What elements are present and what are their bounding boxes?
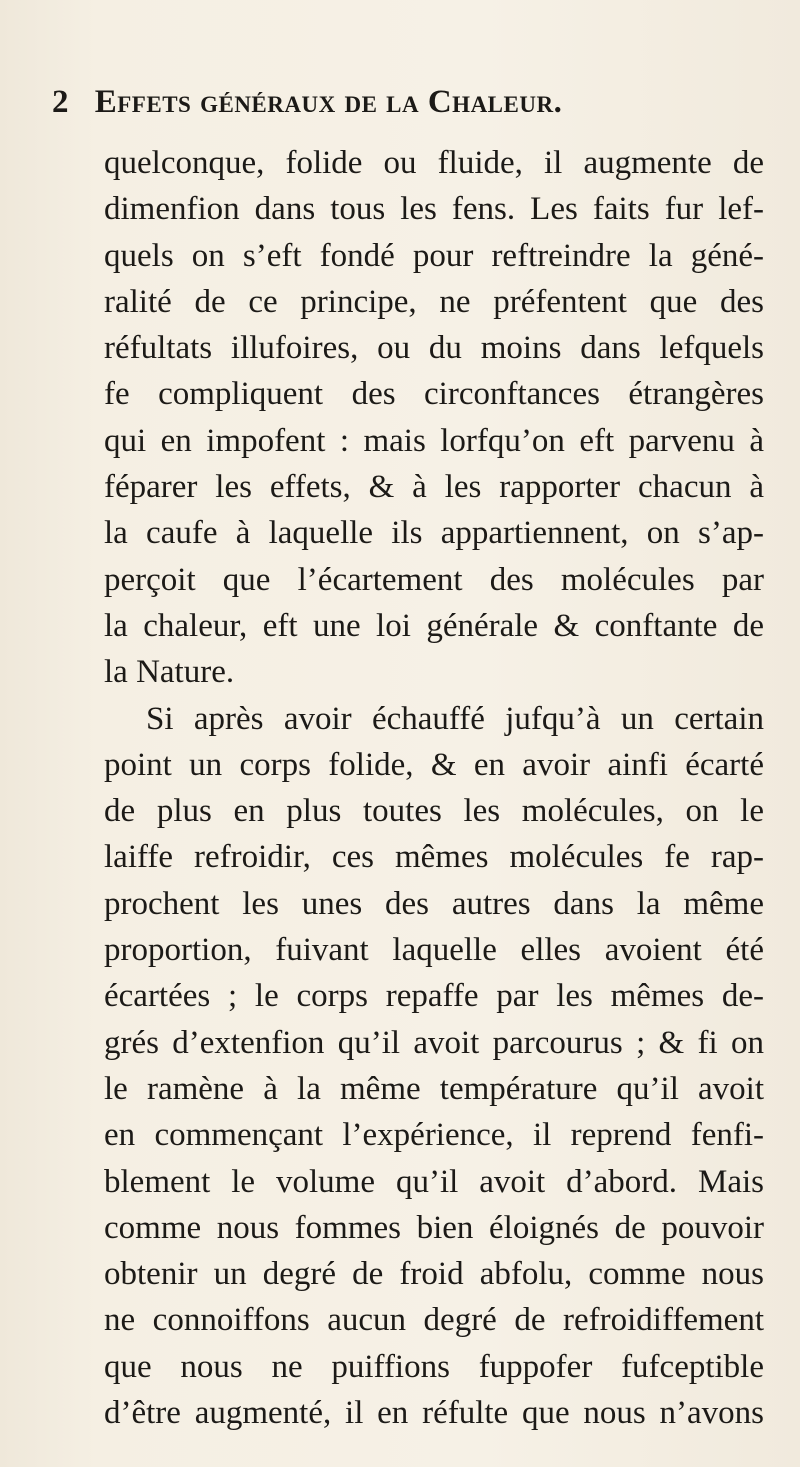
- text-line: en commençant l’expérience, il reprend fenfi-: [104, 1117, 764, 1154]
- running-head: [52, 84, 752, 124]
- text-line: blement le volume qu’il avoit d’abord. Mais: [104, 1163, 764, 1200]
- page-number: 2: [52, 84, 69, 120]
- running-title: Effets généraux de la Chaleur.: [94, 84, 563, 120]
- text-line: point un corps folide, & en avoir ainfi écarté: [104, 746, 764, 783]
- text-line: que nous ne puiffions fuppofer fufceptible: [104, 1348, 764, 1385]
- text-line: ralité de ce principe, ne préfentent que des: [104, 283, 764, 320]
- text-line: la Nature.: [104, 654, 235, 691]
- text-line: ne connoiffons aucun degré de refroidiffement: [104, 1302, 764, 1339]
- text-line: dimenfion dans tous les fens. Les faits fur lef-: [104, 191, 764, 228]
- text-line: prochent les unes des autres dans la même: [104, 885, 764, 922]
- text-line: fe compliquent des circonftances étrangères: [104, 376, 764, 413]
- text-line: le ramène à la même température qu’il avoit: [104, 1070, 764, 1107]
- text-line: la chaleur, eft une loi générale & conftante de: [104, 607, 764, 644]
- text-line: comme nous fommes bien éloignés de pouvoir: [104, 1209, 764, 1246]
- text-line: laiffe refroidir, ces mêmes molécules fe rap-: [104, 839, 764, 876]
- text-line: quels on s’eft fondé pour reftreindre la géné-: [104, 237, 764, 274]
- text-line: de plus en plus toutes les molécules, on le: [104, 793, 764, 830]
- text-line: proportion, fuivant laquelle elles avoient été: [104, 932, 764, 969]
- paragraph-start-line: Si après avoir échauffé jufqu’à un certain: [146, 700, 764, 737]
- body-text: [104, 140, 764, 1436]
- text-line: d’être augmenté, il en réfulte que nous n’avons: [104, 1395, 764, 1432]
- text-line: grés d’extenfion qu’il avoit parcourus ; & fi on: [104, 1024, 764, 1061]
- text-line: quelconque, folide ou fluide, il augmente de: [104, 145, 764, 181]
- text-line: qui en impofent : mais lorfqu’on eft parvenu à: [104, 422, 764, 459]
- text-line: la caufe à laquelle ils appartiennent, on s’ap-: [104, 515, 764, 552]
- text-line: féparer les effets, & à les rapporter chacun à: [104, 469, 764, 506]
- text-line: réfultats illufoires, ou du moins dans lefquels: [104, 330, 764, 367]
- text-line: écartées ; le corps repaffe par les mêmes de-: [104, 978, 764, 1015]
- text-line: obtenir un degré de froid abfolu, comme nous: [104, 1256, 764, 1293]
- text-line: perçoit que l’écartement des molécules par: [104, 561, 764, 598]
